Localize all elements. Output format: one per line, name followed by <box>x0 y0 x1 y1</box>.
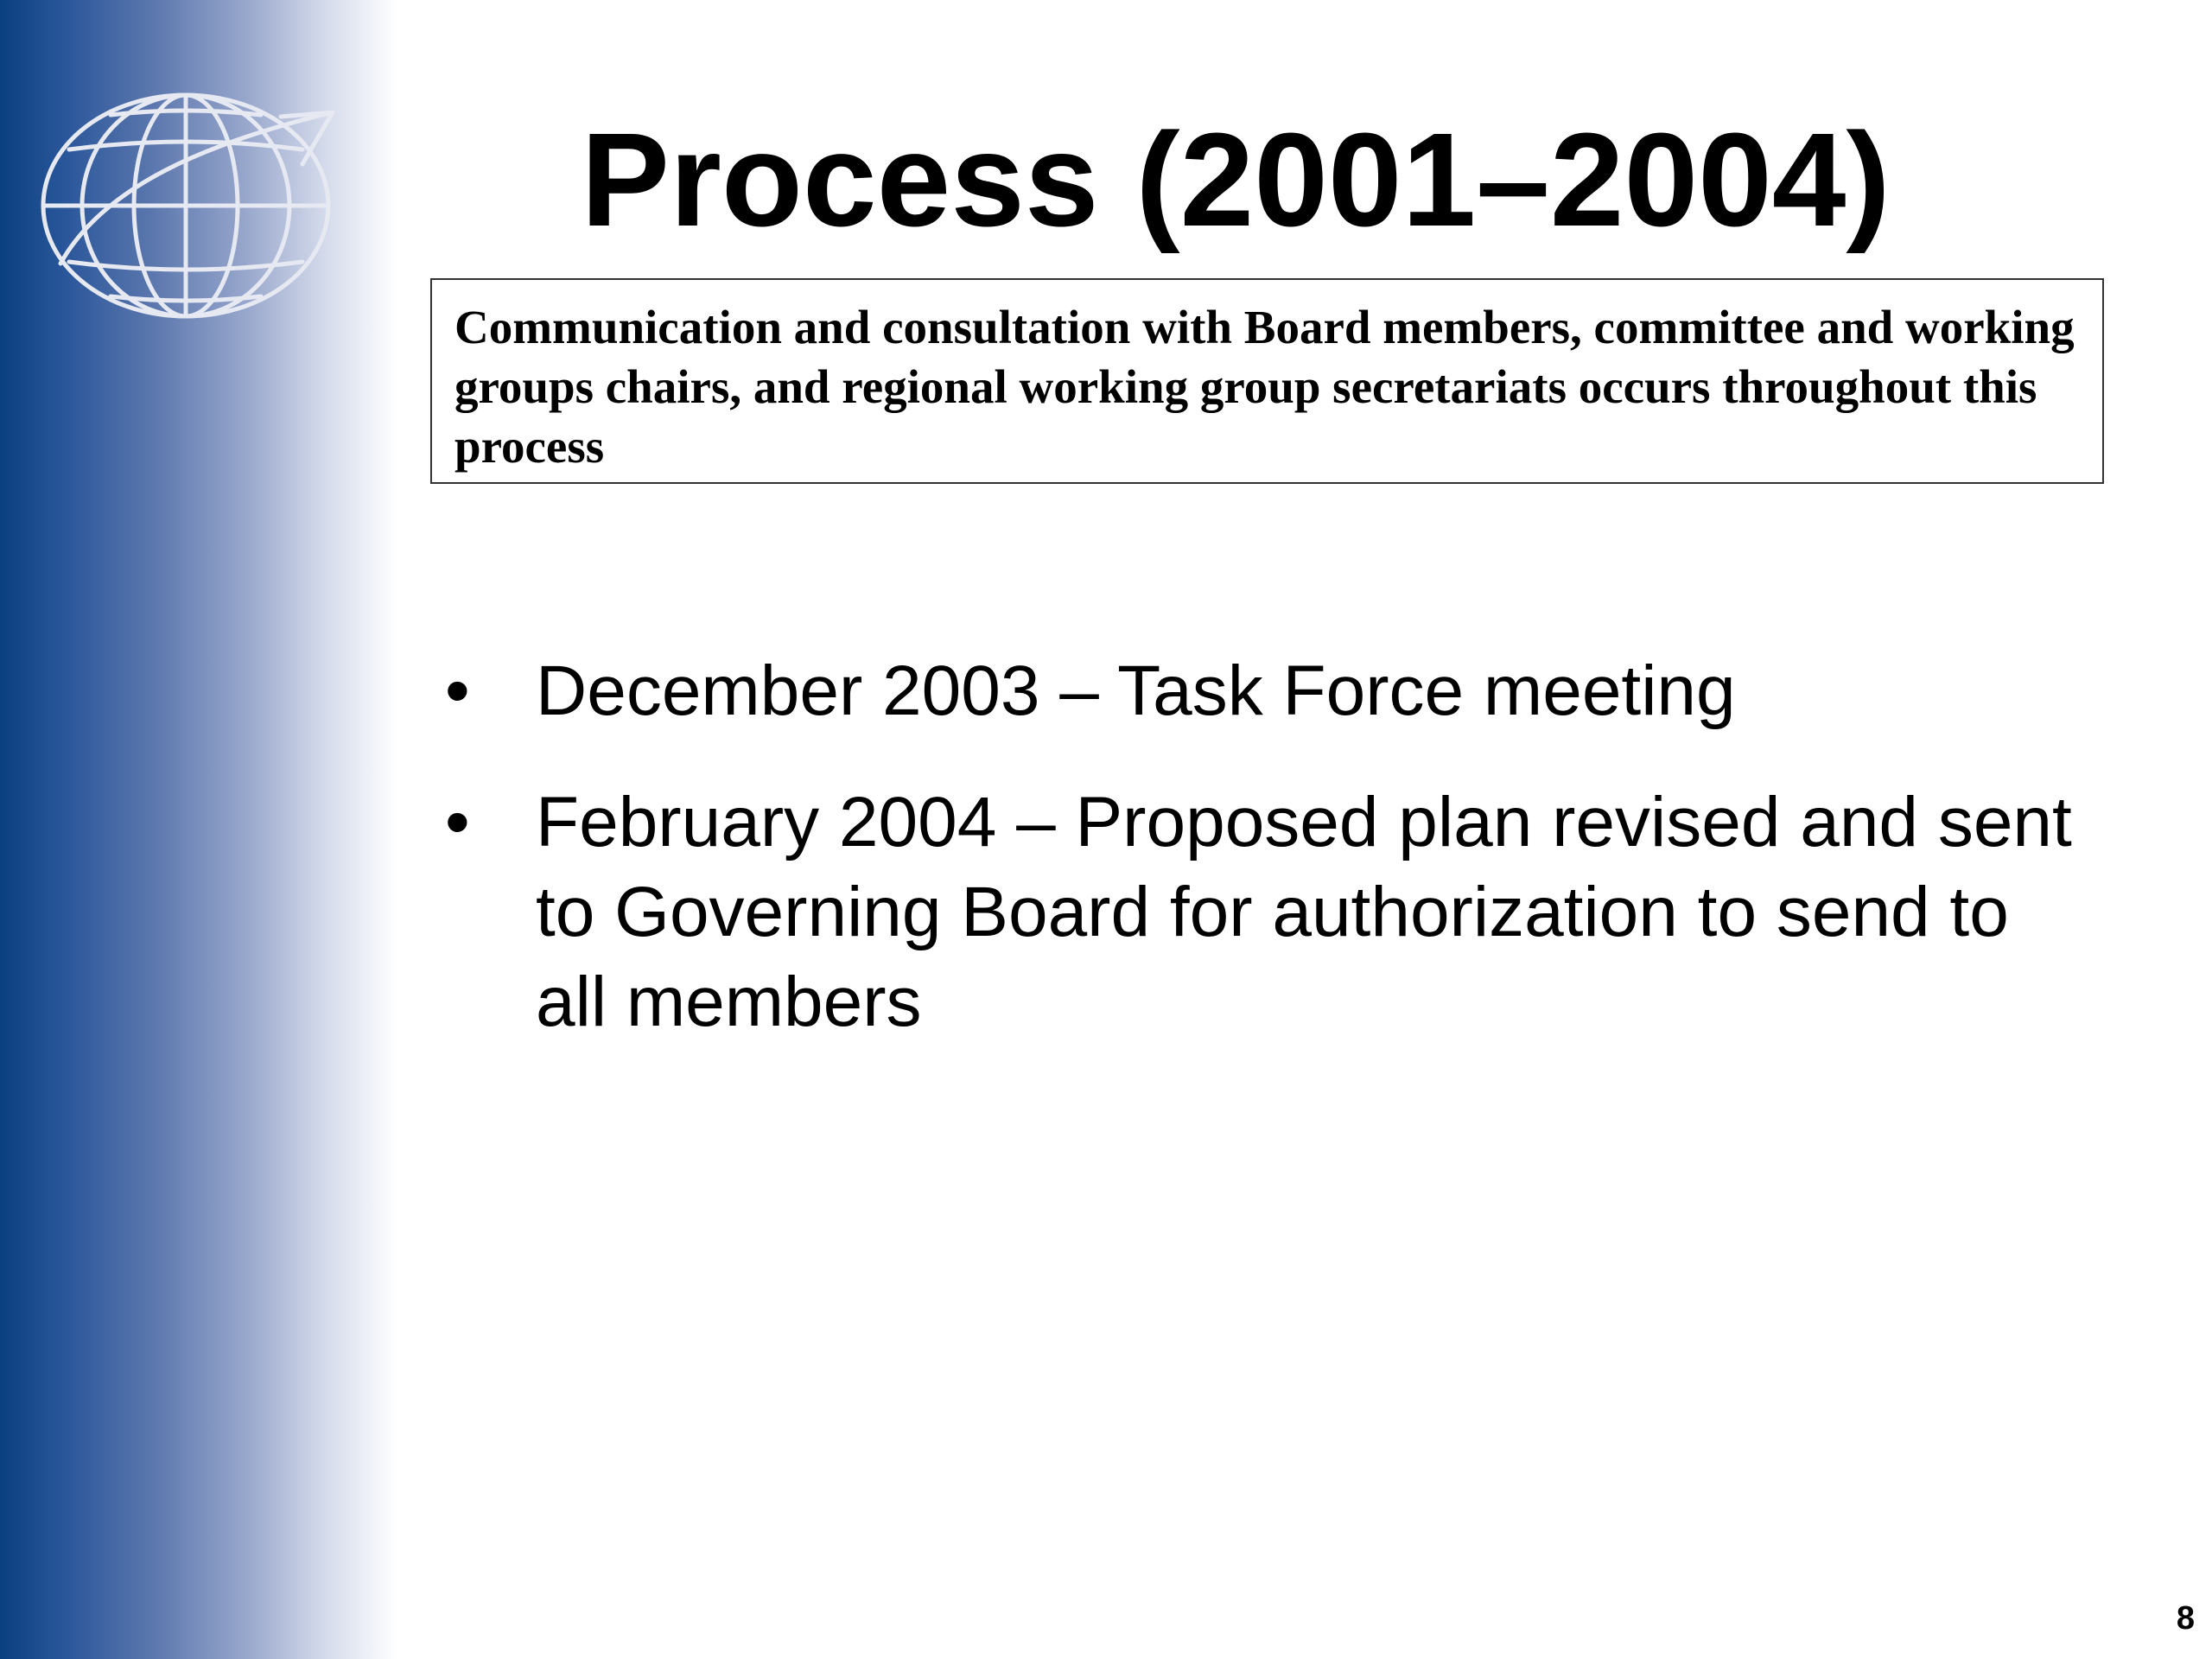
bullet-marker: • <box>445 652 470 730</box>
bullet-text: December 2003 – Task Force meeting <box>536 652 1736 730</box>
page-number: 8 <box>2176 1600 2195 1637</box>
note-box <box>430 278 2104 484</box>
bullet-text: February 2004 – Proposed plan revised and sent to Governing Board for authorization to send to all members <box>536 783 2072 1041</box>
bullet-item <box>445 646 2087 736</box>
bullet-item <box>445 778 2087 1047</box>
globe-logo-icon <box>35 82 354 328</box>
bullet-marker: • <box>445 783 470 861</box>
bullet-list <box>445 646 2087 1089</box>
left-gradient-band <box>0 0 397 1659</box>
note-text: Communication and consultation with Board members, committee and working groups chairs, and regional working group secretariats occurs throughout this process <box>454 301 2075 473</box>
slide-title: Process (2001–2004) <box>581 105 1891 254</box>
